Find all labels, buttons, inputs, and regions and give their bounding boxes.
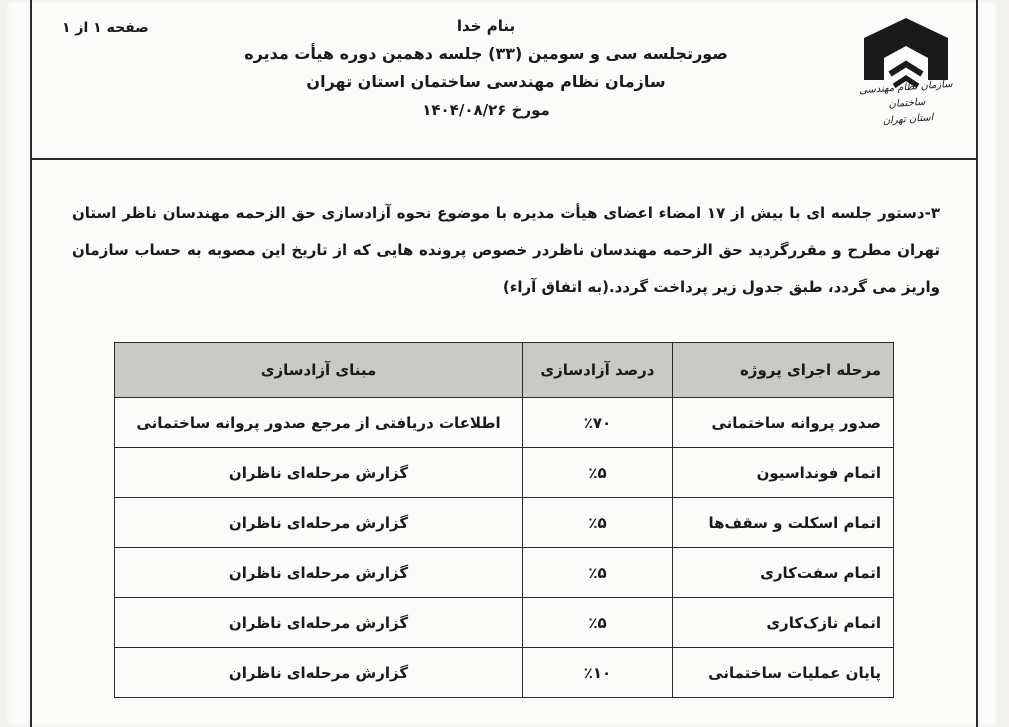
bismillah: بنام خدا: [456, 17, 516, 35]
table-row: [115, 498, 894, 548]
header-percent: درصد آزادسازی: [523, 343, 673, 398]
percent-cell: ٪۵: [523, 548, 673, 598]
stage-cell: پایان عملیات ساختمانی: [672, 648, 893, 698]
resolution-paragraph: ۳-دستور جلسه ای با بیش از ۱۷ امضاء اعضای هیأت مدیره با موضوع نحوه آزادسازی حق الزحمه مهندسان ناظر استان تهران مطرح و مقررگردید حق الزحمه مهندسان ناظردر خصوص پرونده هایی که از تاریخ این مصوبه به حساب سازمان واریز می گردد، طبق جدول زیر پرداخت گردد.(به اتفاق آراء): [72, 204, 940, 296]
logo-caption-line2: استان تهران: [882, 112, 934, 127]
release-schedule-table: [114, 342, 894, 698]
page-number: صفحه ۱ از ۱: [62, 20, 149, 36]
logo-caption: [846, 76, 967, 132]
basis-cell: گزارش مرحله‌ای ناظران: [115, 448, 523, 498]
header-titles: [226, 12, 746, 124]
basis-cell: گزارش مرحله‌ای ناظران: [115, 598, 523, 648]
percent-cell: ٪۷۰: [523, 398, 673, 448]
stage-cell: اتمام فونداسیون: [672, 448, 893, 498]
basis-cell: گزارش مرحله‌ای ناظران: [115, 548, 523, 598]
stage-cell: اتمام سفت‌کاری: [672, 548, 893, 598]
table-row: [115, 598, 894, 648]
basis-cell: گزارش مرحله‌ای ناظران: [115, 648, 523, 698]
stage-cell: اتمام اسکلت و سقف‌ها: [672, 498, 893, 548]
percent-cell: ٪۵: [523, 448, 673, 498]
header-stage: مرحله اجرای پروژه: [672, 343, 893, 398]
logo-caption-line1: سازمان نظام مهندسی ساختمان: [858, 78, 953, 111]
basis-cell: گزارش مرحله‌ای ناظران: [115, 498, 523, 548]
stage-cell: صدور پروانه ساختمانی: [672, 398, 893, 448]
header-basis: مبنای آزادسازی: [115, 343, 523, 398]
percent-cell: ٪۵: [523, 598, 673, 648]
percent-cell: ٪۱۰: [523, 648, 673, 698]
table-header-row: [115, 343, 894, 398]
organization-name: سازمان نظام مهندسی ساختمان استان تهران: [306, 72, 666, 91]
stage-cell: اتمام نازک‌کاری: [672, 598, 893, 648]
document-page: [6, 0, 998, 727]
table-row: [115, 548, 894, 598]
minutes-title: صورتجلسه سی و سومین (۳۳) جلسه دهمین دوره هیأت مدیره: [244, 44, 728, 63]
date-line: مورخ ۱۴۰۴/۰۸/۲۶: [422, 101, 550, 119]
percent-cell: ٪۵: [523, 498, 673, 548]
table-row: [115, 648, 894, 698]
table-row: [115, 448, 894, 498]
basis-cell: اطلاعات دریافتی از مرجع صدور پروانه ساختمانی: [115, 398, 523, 448]
table-row: [115, 398, 894, 448]
